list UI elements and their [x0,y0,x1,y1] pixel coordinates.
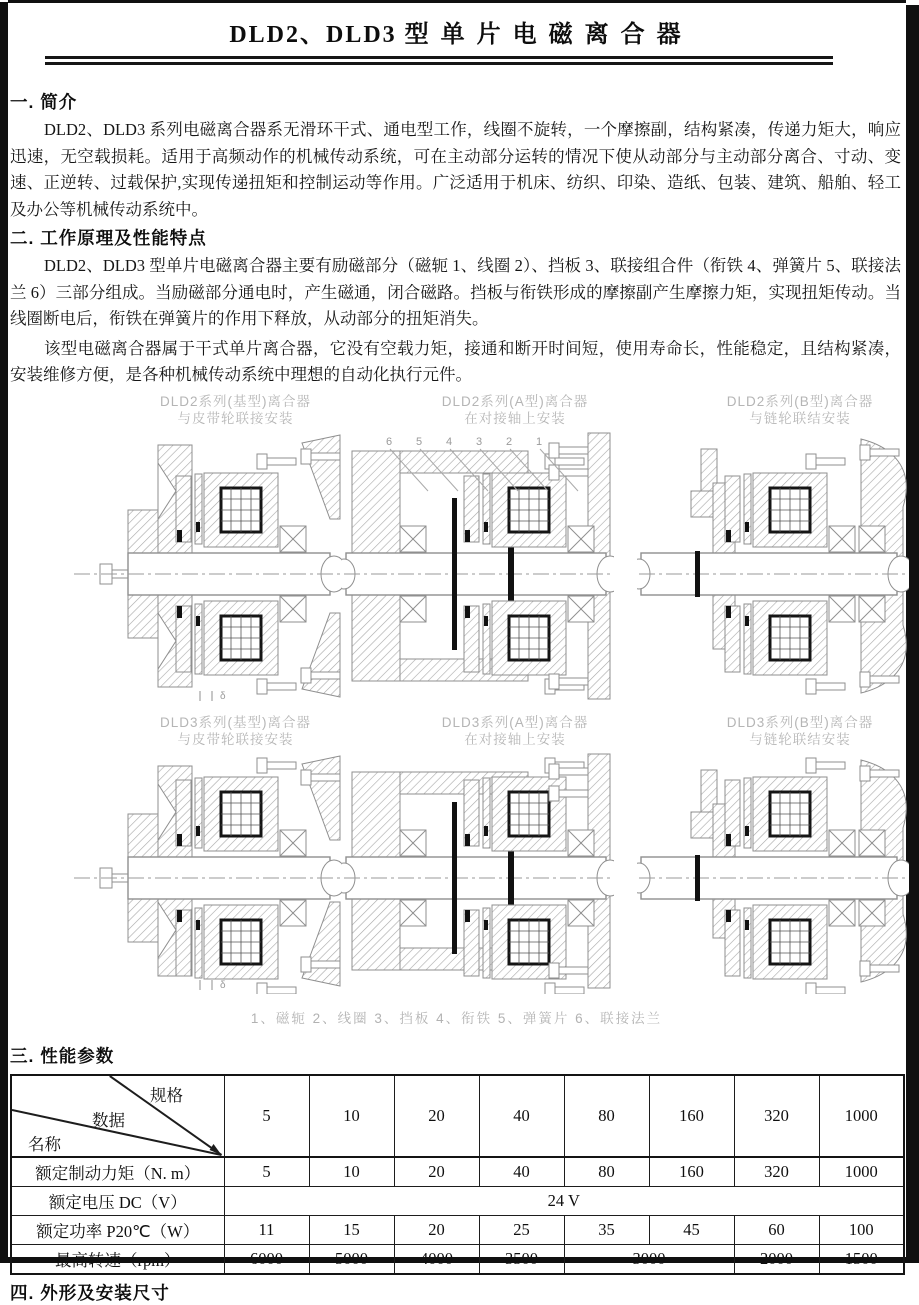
performance-table [10,1074,905,1275]
clutch-cross-section-drawing [342,748,615,999]
table-row-label: 最高转速（rpm） [11,1244,224,1274]
svg-text:3: 3 [476,435,483,448]
clutch-drawing-svg [72,427,344,705]
clutch-cross-section-drawing [72,748,315,999]
svg-text:1: 1 [536,435,543,448]
table-corner-cell [11,1075,224,1157]
diagram-caption [615,714,903,748]
table-cell: 1000 [819,1157,904,1187]
table-cell: 60 [734,1215,819,1244]
svg-text:2: 2 [506,435,513,448]
diagram-caption-line1: DLD2系列(基型)离合器 [159,393,311,409]
page-title-model: DLD2、DLD3 型 [229,22,431,48]
table-cell: 100 [819,1215,904,1244]
page-title [10,14,903,49]
table-cell: 80 [564,1157,649,1187]
table-row-label: 额定制动力矩（N. m） [11,1157,224,1187]
table-cell: 25 [479,1215,564,1244]
paragraph-principle-2: 该型电磁离合器属于干式单片离合器，它没有空载力矩，接通和断开时间短，使用寿命长，性能稳定，且结构紧凑，安装维修方便，是各种机械传动系统中理想的自动化执行元件。 [10,338,901,384]
diagram-caption-line1: DLD3系列(A型)离合器 [441,714,589,730]
diagram-caption-line1: DLD2系列(A型)离合器 [441,393,589,409]
diagram-caption-line2: 与皮带轮联接安装 [177,410,294,426]
table-cell: 3000 [564,1244,734,1274]
section-heading-performance: 三. 性能参数 [10,1045,115,1066]
table-cell: 160 [649,1157,734,1187]
table-row-label: 额定功率 P20℃（W） [11,1215,224,1244]
table-row-label: 额定电压 DC（V） [11,1186,224,1215]
section-heading-intro: 一. 简介 [10,92,78,112]
diagram-cell-dld2-b [615,393,903,710]
table-row [11,1157,904,1187]
svg-text:δ: δ [220,690,226,702]
table-cell: 20 [394,1215,479,1244]
table-cell: 5000 [309,1244,394,1274]
svg-text:6: 6 [386,435,393,448]
svg-text:δ: δ [220,979,226,991]
table-cell: 11 [224,1215,309,1244]
table-cell: 24 V [224,1186,904,1215]
clutch-drawing-svg [342,748,614,994]
table-cell: 5 [224,1157,309,1187]
diagram-caption-line2: 在对接轴上安装 [464,731,566,747]
table-column-header: 20 [394,1075,479,1157]
clutch-drawing-svg [637,748,909,994]
table-cell: 45 [649,1215,734,1244]
table-row [11,1186,904,1215]
table-cell: 6000 [224,1244,309,1274]
diagram-cell-dld3-a [315,714,615,999]
page-border-left [0,2,8,1263]
corner-label-name: 名称 [28,1134,61,1154]
clutch-cross-section-drawing [637,427,903,710]
table-column-header: 1000 [819,1075,904,1157]
parts-legend: 1、磁轭 2、线圈 3、挡板 4、衔铁 5、弹簧片 6、联接法兰 [250,1010,663,1026]
title-double-rule [45,56,833,65]
diagram-caption-line2: 与链轮联结安装 [749,731,851,747]
diagram-cell-dld3-base [10,714,315,999]
clutch-drawing-svg [72,748,344,994]
diagram-caption [10,393,315,427]
table-cell: 40 [479,1157,564,1187]
table-column-header: 40 [479,1075,564,1157]
diagram-caption [615,393,903,427]
page-content [10,3,903,1305]
table-cell: 15 [309,1215,394,1244]
table-cell: 35 [564,1215,649,1244]
table-cell: 10 [309,1157,394,1187]
corner-label-data: 数据 [92,1110,125,1130]
clutch-cross-section-drawing [342,427,615,710]
table-row [11,1215,904,1244]
diagram-caption-line1: DLD3系列(B型)离合器 [726,714,874,730]
diagram-caption-line1: DLD3系列(基型)离合器 [159,714,311,730]
diagram-caption-line2: 在对接轴上安装 [464,410,566,426]
table-cell: 3500 [479,1244,564,1274]
table-column-header: 5 [224,1075,309,1157]
svg-text:5: 5 [416,435,423,448]
page-title-name: 单 片 电 磁 离 合 器 [440,22,684,48]
corner-label-spec: 规格 [150,1085,183,1105]
clutch-cross-section-drawing [72,427,315,710]
clutch-cross-section-drawing [637,748,903,999]
table-cell: 320 [734,1157,819,1187]
table-header-row [11,1075,904,1157]
diagram-caption [315,714,615,748]
table-column-header: 10 [309,1075,394,1157]
table-cell: 4000 [394,1244,479,1274]
table-row [11,1244,904,1274]
diagram-caption-line1: DLD2系列(B型)离合器 [726,393,874,409]
diagram-caption [10,714,315,748]
svg-text:4: 4 [446,435,453,448]
table-column-header: 320 [734,1075,819,1157]
paragraph-principle-1: DLD2、DLD3 型单片电磁离合器主要有励磁部分（磁轭 1、线圈 2）、挡板 3、联接组合件（衔铁 4、弹簧片 5、联接法兰 6）三部分组成。当励磁部分通电时，产生磁通，闭合磁路。挡板与衔铁形成的摩擦副产生摩擦力矩，实现扭矩传动。当线圈断电后，衔铁在弹簧片的作用下释放，从动部分的扭矩消失。 [10,256,901,328]
clutch-drawing-svg [342,427,614,705]
table-cell: 2000 [734,1244,819,1274]
diagram-cell-dld3-b [615,714,903,999]
section-heading-dimensions: 四. 外形及安装尺寸 [10,1282,170,1303]
diagram-caption [315,393,615,427]
paragraph-intro: DLD2、DLD3 系列电磁离合器系无滑环干式、通电型工作，线圈不旋转，一个摩擦副，结构紧凑，传递力矩大，响应迅速，无空载损耗。适用于高频动作的机械传动系统，可在主动部分运转的情况下使从动部分与主动部分离合、寸动、变速、正逆转、过载保护,实现传递扭矩和控制运动等作用。广泛适用于机床、纺织、印染、造纸、包装、建筑、船舶、轻工及办公等机械传动系统中。 [10,120,901,219]
table-cell: 20 [394,1157,479,1187]
diagram-caption-line2: 与皮带轮联接安装 [177,731,294,747]
table-column-header: 80 [564,1075,649,1157]
diagram-row-1 [10,393,903,710]
table-cell: 1500 [819,1244,904,1274]
clutch-drawing-svg [637,427,909,705]
diagram-caption-line2: 与链轮联结安装 [749,410,851,426]
table-column-header: 160 [649,1075,734,1157]
diagram-row-2 [10,714,903,999]
diagram-cell-dld2-base [10,393,315,710]
section-heading-principle: 二. 工作原理及性能特点 [10,228,207,248]
diagram-cell-dld2-a [315,393,615,710]
